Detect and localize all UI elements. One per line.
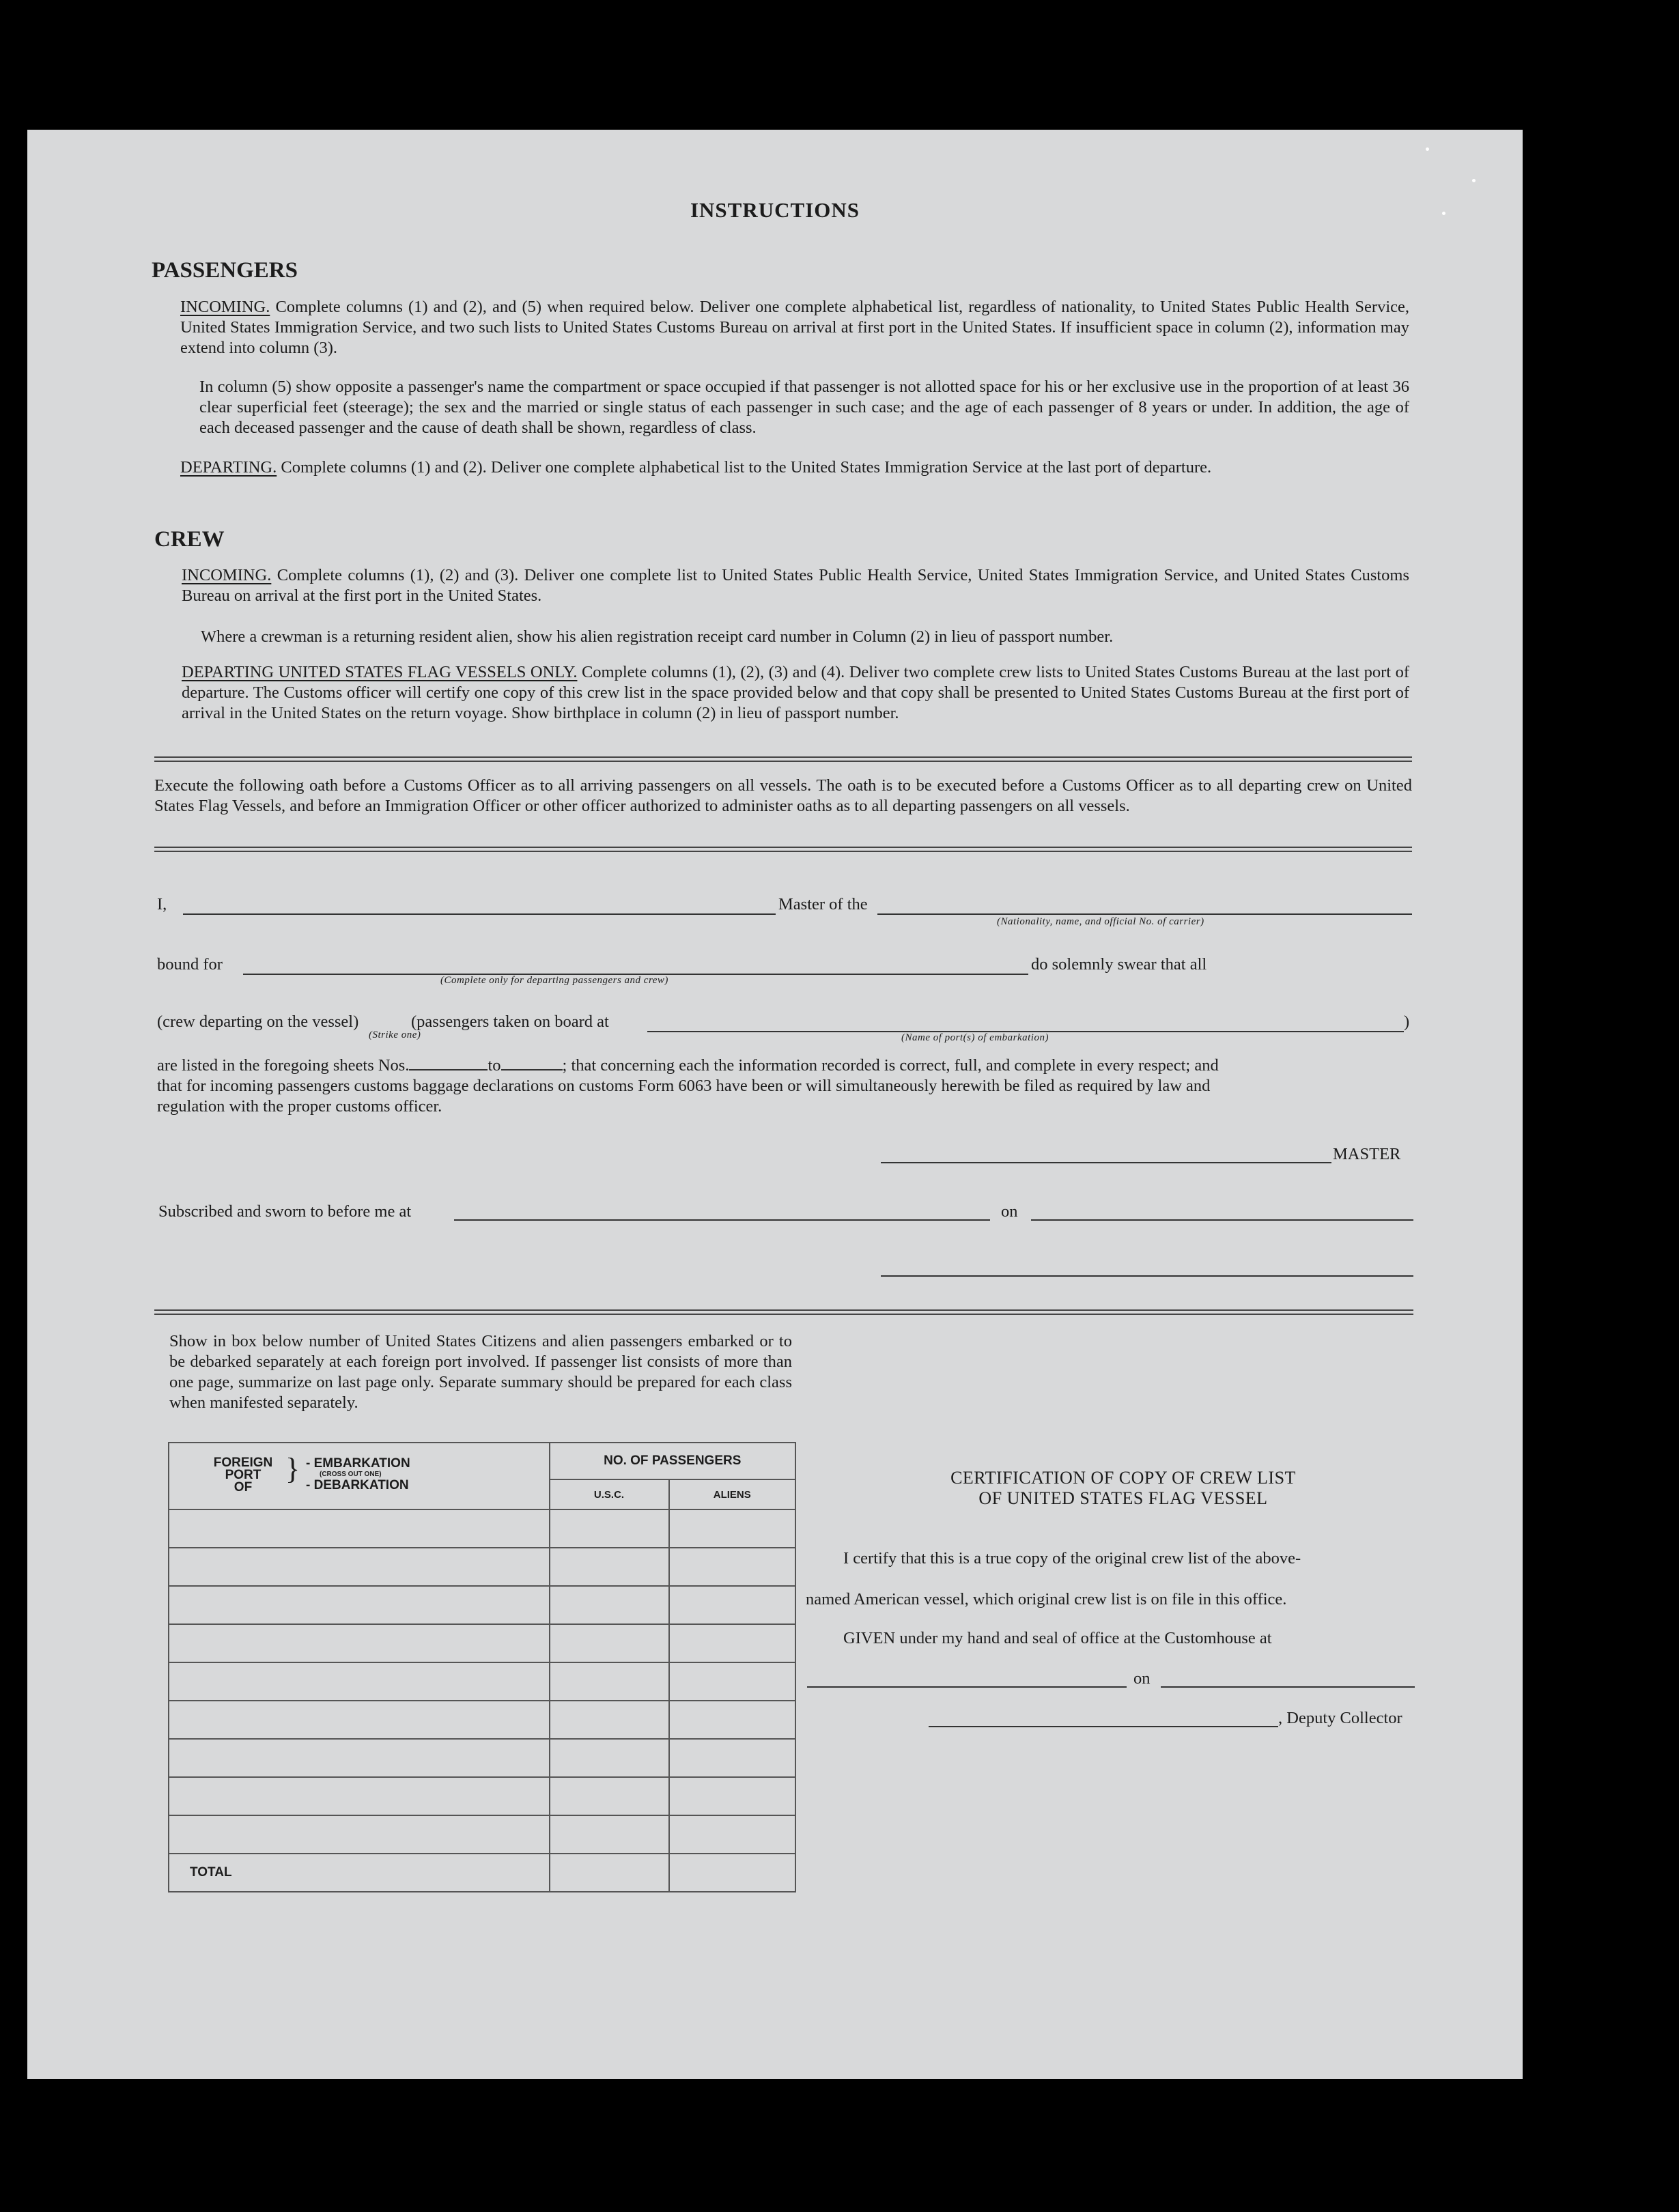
oath-listed-line3: that for incoming passengers customs baggage declarations on customs Form 6063 have been or will simultaneously herewith be filed as required by law and [157, 1077, 1211, 1095]
divider [154, 847, 1412, 852]
port-cell[interactable] [169, 1815, 550, 1854]
certification-title [826, 1468, 1420, 1509]
port-cell[interactable] [169, 1586, 550, 1624]
crew-incoming-paragraph [182, 565, 1409, 606]
speck [1426, 147, 1429, 151]
oath-crew-departing: (crew departing on the vessel) [157, 1012, 359, 1031]
table-row [169, 1509, 795, 1548]
aliens-cell[interactable] [669, 1586, 796, 1624]
oath-passengers-taken: (passengers taken on board at [411, 1012, 609, 1031]
carrier-caption: (Nationality, name, and official No. of carrier) [997, 916, 1204, 927]
table-row [169, 1815, 795, 1854]
usc-header: U.S.C. [550, 1479, 669, 1509]
aliens-cell[interactable] [669, 1815, 796, 1854]
total-row [169, 1854, 795, 1892]
divider [154, 1309, 1413, 1315]
oath-listed-line1 [157, 1055, 1219, 1076]
passengers-incoming-text: Complete columns (1) and (2), and (5) when required below. Deliver one complete alphabetical list, regardless of nationality, to United States Public Health Service, United States Immigration Service, and two such lists to United States Customs Bureau on arrival at first port in the United States. If insufficient space in column (2), information may extend into column (3). [180, 298, 1410, 357]
bound-caption: (Complete only for departing passengers and crew) [440, 975, 668, 986]
listed-1: are listed in the foregoing sheets Nos. [157, 1056, 410, 1075]
crew-departing-label: DEPARTING UNITED STATES FLAG VESSELS ONLY. [182, 663, 578, 681]
cross-out-label: (CROSS OUT ONE) [320, 1471, 382, 1478]
speck [1442, 212, 1445, 215]
aliens-cell[interactable] [669, 1509, 796, 1548]
port-cell[interactable] [169, 1701, 550, 1739]
port-cell[interactable] [169, 1509, 550, 1548]
passengers-column5-paragraph: In column (5) show opposite a passenger's name the compartment or space occupied if that passenger is not allotted space for his or her exclusive use in the proportion of at least 36 clear superficial feet (steerage); the sex and the married or single status of each passenger in such case; and the age of each passenger of 8 years or under. In addition, the age of each deceased passenger and the cause of death shall be shown, regardless of class. [199, 378, 1409, 437]
deputy-collector-label: , Deputy Collector [1278, 1709, 1402, 1727]
port-cell[interactable] [169, 1624, 550, 1662]
total-label: TOTAL [169, 1854, 550, 1892]
certification-on: on [1133, 1669, 1151, 1688]
debarkation-label: - DEBARKATION [306, 1478, 409, 1492]
certify-line2: named American vessel, which original crew list is on file in this office. [806, 1590, 1287, 1608]
master-name-field[interactable] [183, 913, 776, 915]
sheet-to-field[interactable] [501, 1055, 563, 1070]
crew-departing-text: Complete columns (1), (2), (3) and (4). Deliver two complete crew lists to United States Customs Bureau at the last port of departure. The Customs officer will certify one copy of this crew list in the space provided below and that copy shall be presented to United States Customs Bureau at the first port of arrival in the United States on the return voyage. Show birthplace in column (2) in lieu of passport number. [182, 663, 1409, 722]
given-line: GIVEN under my hand and seal of office at the Customhouse at [843, 1629, 1272, 1647]
no-of-passengers-header: NO. OF PASSENGERS [550, 1443, 796, 1479]
usc-cell[interactable] [550, 1739, 669, 1777]
master-signature-field[interactable] [881, 1162, 1331, 1163]
port-caption: (Name of port(s) of embarkation) [901, 1032, 1049, 1043]
page-title: INSTRUCTIONS [690, 198, 860, 222]
certify-line1: I certify that this is a true copy of the original crew list of the above- [843, 1549, 1301, 1568]
embarkation-label: - EMBARKATION [306, 1456, 410, 1471]
customhouse-field[interactable] [807, 1686, 1127, 1688]
passengers-incoming-paragraph [180, 297, 1409, 358]
table-row [169, 1662, 795, 1701]
oath-swear: do solemnly swear that all [1031, 955, 1207, 974]
of-label: OF [234, 1480, 253, 1494]
aliens-cell[interactable] [669, 1701, 796, 1739]
aliens-cell[interactable] [669, 1739, 796, 1777]
strike-one-caption: (Strike one) [369, 1030, 421, 1040]
subscribed-label: Subscribed and sworn to before me at [158, 1202, 412, 1221]
certification-title-line1: CERTIFICATION OF COPY OF CREW LIST [950, 1468, 1296, 1488]
table-row [169, 1586, 795, 1624]
port-label: PORT [225, 1468, 262, 1482]
sworn-date-field[interactable] [1031, 1219, 1413, 1221]
table-row [169, 1624, 795, 1662]
port-cell[interactable] [169, 1777, 550, 1815]
close-paren: ) [1404, 1012, 1410, 1031]
passengers-departing-label: DEPARTING. [180, 458, 277, 477]
passengers-departing-paragraph [180, 457, 1409, 478]
usc-cell[interactable] [550, 1777, 669, 1815]
usc-cell[interactable] [550, 1548, 669, 1586]
sworn-on-label: on [1001, 1202, 1018, 1221]
passenger-summary-table [168, 1442, 796, 1892]
divider [154, 756, 1412, 762]
oath-intro: Execute the following oath before a Customs Officer as to all arriving passengers on all vessels. The oath is to be executed before a Customs Officer as to all departing crew on United States Flag Vessels, and before an Immigration Officer or other officer authorized to administer oaths as to all departing passengers on all vessels. [154, 776, 1412, 815]
passengers-heading: PASSENGERS [152, 258, 298, 283]
listed-to: to [488, 1056, 501, 1075]
usc-cell[interactable] [550, 1662, 669, 1701]
crew-heading: CREW [154, 527, 225, 552]
aliens-cell[interactable] [669, 1548, 796, 1586]
passengers-departing-text: Complete columns (1) and (2). Deliver one complete alphabetical list to the United States Immigration Service at the last port of departure. [281, 458, 1212, 477]
carrier-field[interactable] [877, 913, 1412, 915]
total-aliens-cell[interactable] [669, 1854, 796, 1892]
usc-cell[interactable] [550, 1586, 669, 1624]
speck [1472, 179, 1476, 182]
sworn-place-field[interactable] [454, 1219, 990, 1221]
oath-bound-for: bound for [157, 955, 223, 974]
crew-departing-paragraph [182, 662, 1409, 724]
crew-incoming-text: Complete columns (1), (2) and (3). Deliver one complete list to United States Public Health Service, United States Immigration Service, and United States Customs Bureau on arrival at the first port in the United States. [182, 566, 1410, 605]
document-page [27, 130, 1523, 2079]
foreign-port-header [169, 1443, 550, 1509]
port-cell[interactable] [169, 1739, 550, 1777]
table-row [169, 1548, 795, 1586]
usc-cell[interactable] [550, 1509, 669, 1548]
foreign-label: FOREIGN [213, 1456, 273, 1470]
sheet-from-field[interactable] [409, 1055, 488, 1070]
table-row [169, 1739, 795, 1777]
aliens-header: ALIENS [669, 1479, 796, 1509]
port-cell[interactable] [169, 1662, 550, 1701]
crew-incoming-label: INCOMING. [182, 566, 272, 584]
aliens-cell[interactable] [669, 1624, 796, 1662]
table-row [169, 1701, 795, 1739]
usc-cell[interactable] [550, 1624, 669, 1662]
deputy-signature-field[interactable] [929, 1726, 1278, 1727]
oath-master-of-the: Master of the [778, 895, 868, 913]
certification-date-field[interactable] [1161, 1686, 1415, 1688]
aliens-cell[interactable] [669, 1777, 796, 1815]
summary-instructions: Show in box below number of United States Citizens and alien passengers embarked or to be debarked separately at each foreign port involved. If passenger list consists of more than one page, summarize on last page only. Separate summary should be prepared for each class when manifested separately. [169, 1332, 792, 1412]
usc-cell[interactable] [550, 1815, 669, 1854]
certification-title-line2: OF UNITED STATES FLAG VESSEL [978, 1488, 1268, 1508]
brace-icon: } [285, 1452, 300, 1486]
port-cell[interactable] [169, 1548, 550, 1586]
master-label: MASTER [1333, 1145, 1401, 1163]
usc-cell[interactable] [550, 1701, 669, 1739]
table-row [169, 1777, 795, 1815]
total-usc-cell[interactable] [550, 1854, 669, 1892]
crew-resident-paragraph: Where a crewman is a returning resident alien, show his alien registration receipt card number in Column (2) in lieu of passport number. [201, 627, 1114, 646]
aliens-cell[interactable] [669, 1662, 796, 1701]
listed-2: ; that concerning each the information recorded is correct, full, and complete in every respect; and [562, 1056, 1219, 1075]
oath-listed-line4: regulation with the proper customs officer. [157, 1097, 442, 1116]
officer-signature-field[interactable] [881, 1275, 1413, 1277]
passengers-incoming-label: INCOMING. [180, 298, 270, 316]
oath-i: I, [157, 895, 167, 913]
